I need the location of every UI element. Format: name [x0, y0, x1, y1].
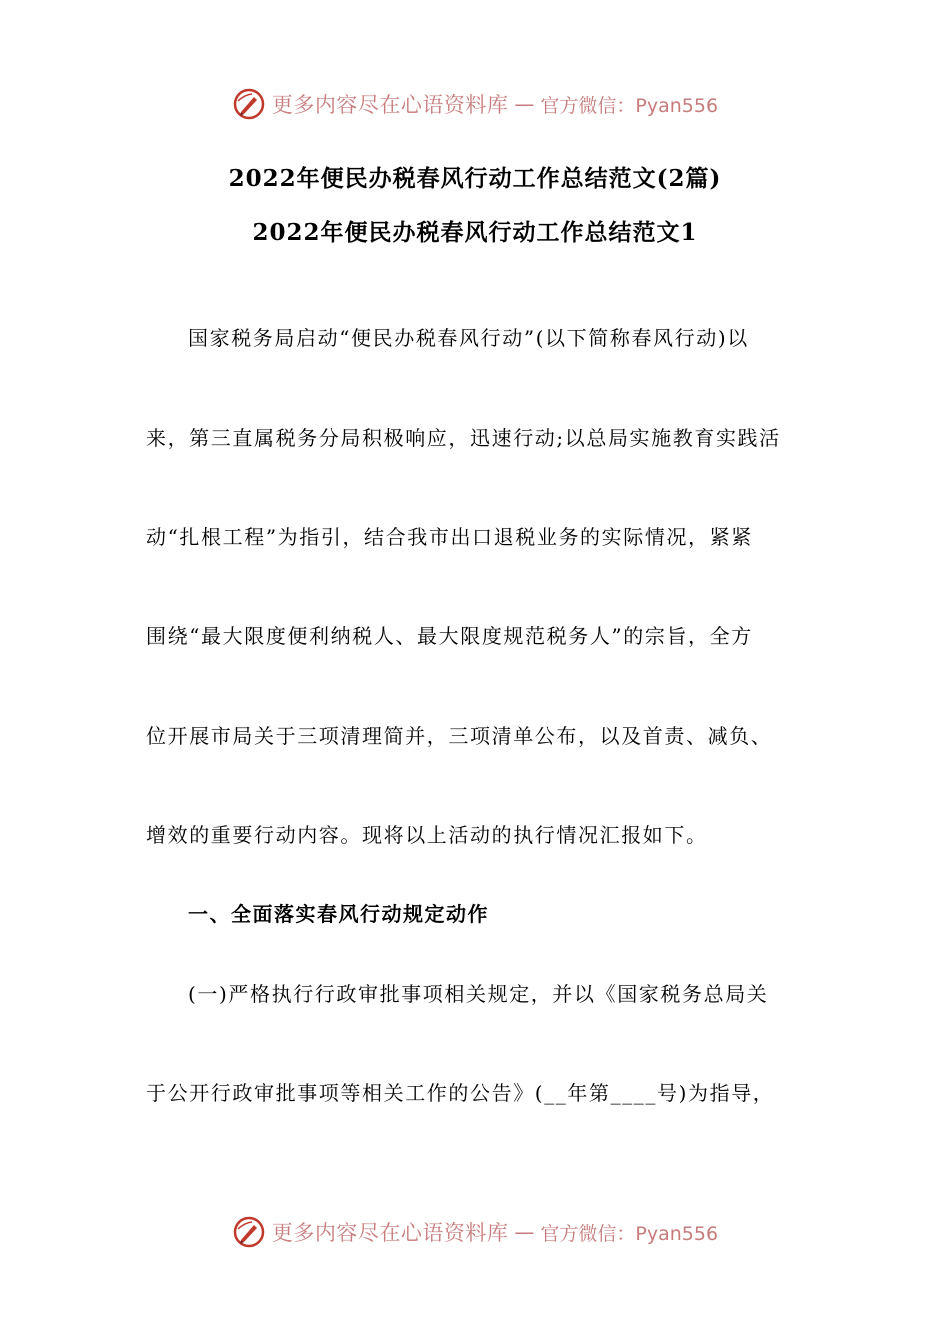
banner-dash: — [514, 92, 535, 116]
header-banner [0, 84, 950, 124]
paragraph-line: (一)严格执行行政审批事项相关规定，并以《国家税务总局关 [188, 982, 769, 1006]
banner-text: 更多内容尽在心语资料库 [271, 93, 509, 117]
banner-dash: — [514, 1220, 535, 1244]
banner-text: 更多内容尽在心语资料库 [271, 1221, 509, 1245]
footer-banner [0, 1212, 950, 1252]
banner-wechat: 官方微信：Pyan556 [540, 1222, 719, 1245]
paragraph-line: 位开展市局关于三项清理简并，三项清单公布，以及首责、减负、 [146, 724, 773, 748]
paragraph-line: 动“扎根工程”为指引，结合我市出口退税业务的实际情况，紧紧 [146, 525, 753, 549]
document-title: 2022年便民办税春风行动工作总结范文(2篇) [228, 165, 722, 192]
paragraph-line: 国家税务局启动“便民办税春风行动”(以下简称春风行动)以 [188, 326, 749, 350]
paragraph-line: 于公开行政审批事项等相关工作的公告》(__年第____号)为指导， [146, 1081, 775, 1105]
banner-wechat: 官方微信：Pyan556 [540, 94, 719, 117]
paragraph-line: 增效的重要行动内容。现将以上活动的执行情况汇报如下。 [146, 823, 708, 847]
document-subtitle: 2022年便民办税春风行动工作总结范文1 [252, 219, 698, 246]
paragraph-line: 来，第三直属税务分局积极响应，迅速行动;以总局实施教育实践活 [146, 426, 781, 450]
pen-logo-icon [232, 1215, 266, 1249]
paragraph-line: 围绕“最大限度便利纳税人、最大限度规范税务人”的宗旨，全方 [146, 624, 753, 648]
pen-logo-icon [232, 87, 266, 121]
section-heading: 一、全面落实春风行动规定动作 [188, 902, 489, 926]
